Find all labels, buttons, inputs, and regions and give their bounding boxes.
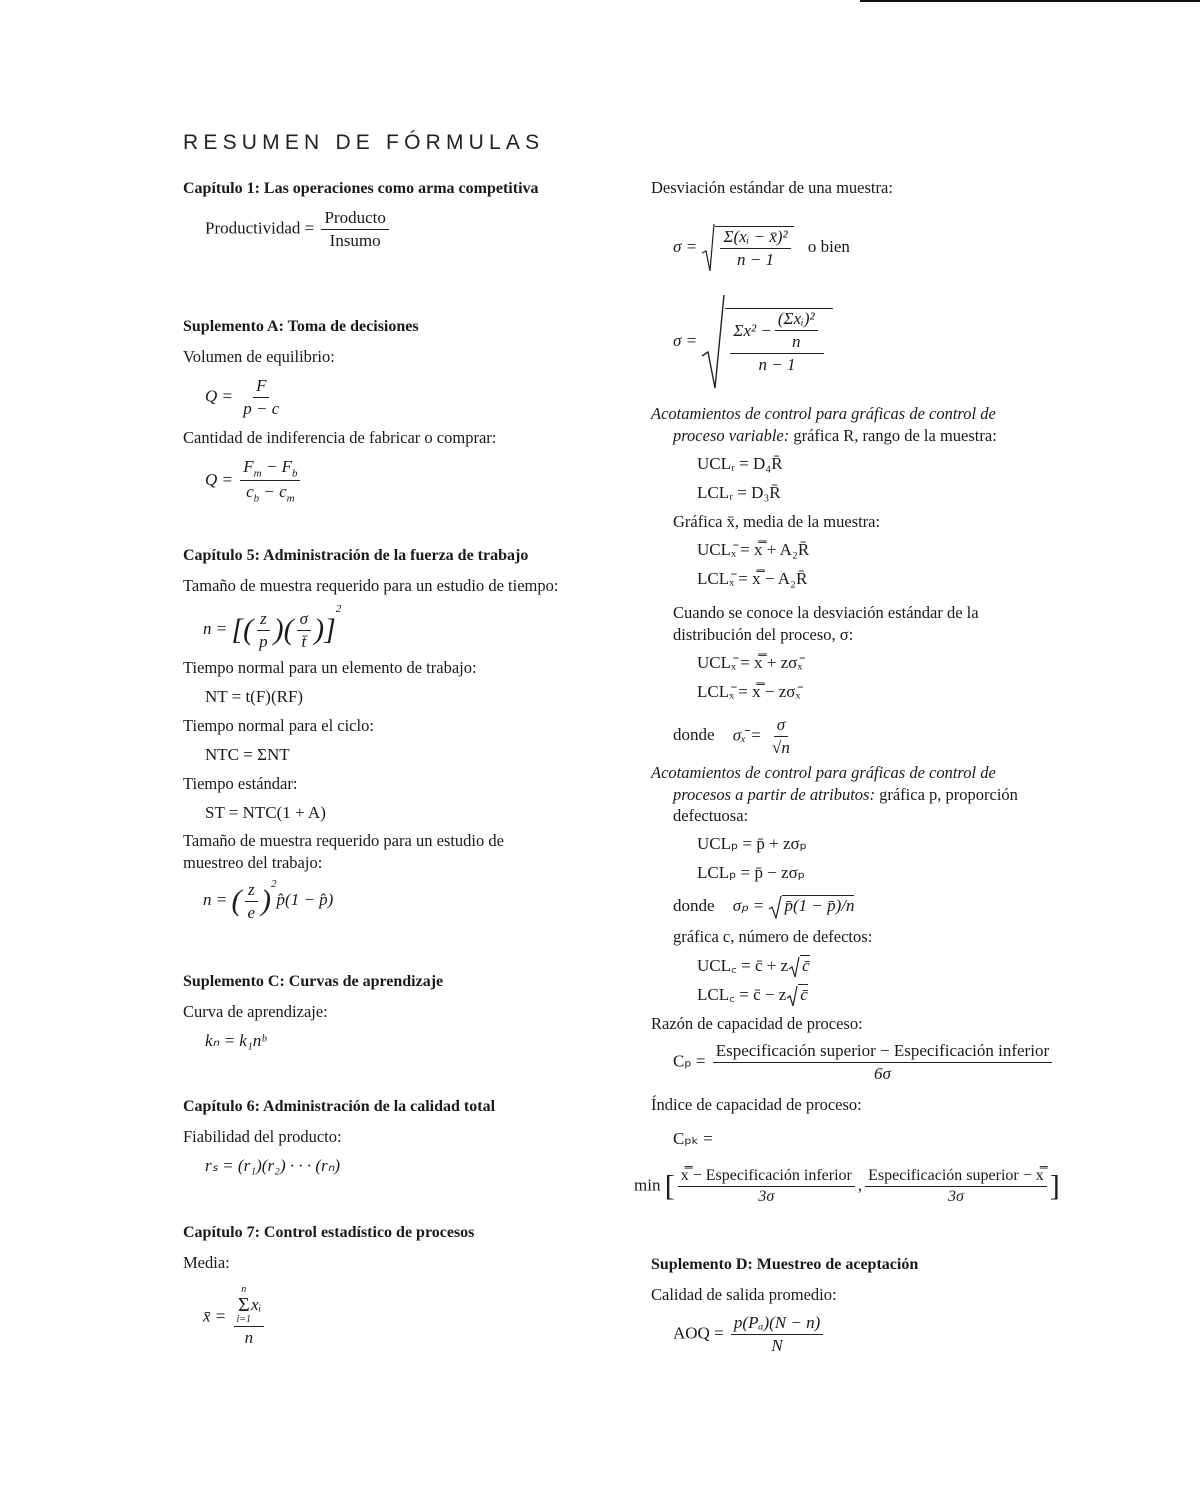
gc-label: gráfica c, número de defectos: bbox=[673, 927, 873, 946]
sd2-num bbox=[730, 309, 823, 354]
time-study-formula bbox=[203, 603, 341, 652]
ts-a-num: z bbox=[257, 609, 270, 631]
cpk-label: Índice de capacidad de proceso: bbox=[651, 1095, 862, 1114]
ws-den: e bbox=[247, 902, 256, 922]
ws-lhs: n = bbox=[203, 890, 228, 909]
sqrt-icon bbox=[701, 294, 725, 390]
ts-b-num: σ bbox=[297, 609, 311, 631]
sd1-den: n − 1 bbox=[737, 249, 774, 269]
ws-paren-close: ) bbox=[261, 884, 272, 918]
paren-close-2: ) bbox=[314, 613, 325, 647]
cap6-label-1: Fiabilidad del producto: bbox=[183, 1127, 342, 1146]
donde-2-word: donde bbox=[673, 896, 715, 915]
time-study-lhs: n = bbox=[203, 619, 228, 638]
ind-num-a: F bbox=[243, 457, 254, 476]
cpk-comma: , bbox=[857, 1175, 863, 1195]
acotR-line-a: Acotamientos de control para gráficas de control de bbox=[651, 404, 996, 423]
mean-num bbox=[234, 1285, 265, 1327]
lcl-c bbox=[697, 982, 808, 1007]
lcl-c-radicand: c̄ bbox=[800, 985, 808, 1004]
cpk-a-num: x̿ − Especificación inferior bbox=[678, 1167, 855, 1187]
sd-formula-2 bbox=[673, 294, 833, 390]
top-rule bbox=[860, 0, 1200, 2]
ucl-p: UCLₚ = p̄ + zσₚ bbox=[697, 834, 807, 853]
sd1-tail: o bien bbox=[807, 236, 850, 256]
ind-den-a: c bbox=[246, 482, 254, 502]
breakeven-num: F bbox=[253, 376, 269, 398]
aoq-lhs: AOQ = bbox=[673, 1323, 724, 1343]
aoq-den: N bbox=[771, 1336, 783, 1355]
acotR-rest: gráfica R, rango de la muestra: bbox=[789, 426, 997, 445]
sqrt-icon bbox=[788, 956, 800, 978]
ws-num: z bbox=[245, 880, 258, 902]
paren-open-1: ( bbox=[243, 613, 254, 647]
cap6-heading: Capítulo 6: Administración de la calidad total bbox=[183, 1098, 496, 1115]
sqrt-icon bbox=[701, 223, 715, 273]
ucl-c bbox=[697, 953, 810, 978]
ntc-formula: NTC = ΣNT bbox=[205, 745, 290, 764]
supC-label-1: Curva de aprendizaje: bbox=[183, 1002, 328, 1021]
work-sampling-formula bbox=[203, 878, 333, 923]
ts-exponent: 2 bbox=[335, 603, 342, 615]
acotP-italic: procesos a partir de atributos: bbox=[673, 785, 875, 804]
sd2-den: n − 1 bbox=[758, 355, 796, 374]
supD-heading: Suplemento D: Muestreo de aceptación bbox=[651, 1256, 919, 1273]
nt-formula: NT = t(F)(RF) bbox=[205, 687, 304, 706]
mean-variable: xᵢ bbox=[251, 1295, 262, 1314]
reliability-formula: rₛ = (r₁)(r₂) · · · (rₙ) bbox=[205, 1156, 341, 1175]
cpk-bracket-close: ] bbox=[1049, 1169, 1060, 1203]
cpk-b-den: 3σ bbox=[947, 1188, 964, 1205]
cap5-label-1: Tamaño de muestra requerido para un estudio de tiempo: bbox=[183, 576, 559, 595]
ind-num-b-sub: b bbox=[291, 467, 298, 480]
donde-1-word: donde bbox=[673, 725, 715, 745]
cp-formula bbox=[673, 1041, 1055, 1084]
ws-exponent: 2 bbox=[271, 878, 277, 890]
sd1-num: Σ(xᵢ − x̄)² bbox=[720, 227, 790, 249]
lcl-c-lhs: LCL꜀ = c̄ − z bbox=[697, 985, 787, 1004]
page-title: RESUMEN DE FÓRMULAS bbox=[183, 131, 545, 154]
min-word: min bbox=[634, 1175, 661, 1195]
cp-den: 6σ bbox=[873, 1064, 891, 1083]
ws-rhs: p̂(1 − p̂) bbox=[276, 890, 334, 909]
supC-heading: Suplemento C: Curvas de aprendizaje bbox=[183, 973, 444, 990]
cpk-a-den: 3σ bbox=[758, 1188, 775, 1205]
paren-close-1: ) bbox=[273, 613, 284, 647]
bracket-open: [ bbox=[231, 613, 244, 647]
ucl-r: UCLᵣ = D₄R̄ bbox=[697, 454, 783, 473]
productivity-den: Insumo bbox=[329, 231, 381, 250]
ts-a-den: p bbox=[259, 631, 268, 651]
acotP-line-a: Acotamientos de control para gráficas de control de bbox=[651, 763, 996, 782]
breakeven-formula bbox=[205, 376, 285, 419]
supA-label-2: Cantidad de indiferencia de fabricar o comprar: bbox=[183, 428, 497, 447]
cap-ratio-label: Razón de capacidad de proceso: bbox=[651, 1014, 863, 1033]
donde-1 bbox=[673, 715, 796, 758]
acotR-italic: proceso variable: bbox=[673, 426, 790, 445]
cap5-label-5a: Tamaño de muestra requerido para un estudio de bbox=[183, 831, 504, 850]
mean-den: n bbox=[244, 1328, 254, 1347]
acotR-line-b bbox=[673, 426, 997, 446]
lcl-p: LCLₚ = p̄ − zσₚ bbox=[697, 863, 806, 882]
bracket-close: ] bbox=[324, 613, 336, 647]
ucl-c-radicand: c̄ bbox=[802, 956, 810, 975]
ucl-x: UCLₓ̄ = x̿ + A₂R̄ bbox=[697, 540, 810, 559]
sd-label: Desviación estándar de una muestra: bbox=[651, 178, 893, 197]
breakeven-den: p − c bbox=[243, 399, 280, 418]
sqrt-icon bbox=[786, 985, 798, 1007]
breakeven-lhs: Q = bbox=[205, 386, 233, 406]
lcl-x: LCLₓ̄ = x̿ − A₂R̄ bbox=[697, 569, 808, 588]
known-sd-a: Cuando se conoce la desviación estándar de la bbox=[673, 603, 979, 622]
paren-open-2: ( bbox=[283, 613, 294, 647]
ws-paren-open: ( bbox=[231, 884, 242, 918]
ind-den-a-sub: b bbox=[253, 492, 260, 505]
mean-sum-bottom: i=1 bbox=[236, 1314, 252, 1325]
indifference-formula bbox=[205, 457, 303, 505]
productivity-label: Productividad = bbox=[205, 218, 315, 238]
indifference-den bbox=[243, 481, 298, 504]
cpk-bracket-open: [ bbox=[664, 1169, 675, 1203]
lcl-r: LCLᵣ = D₃R̄ bbox=[697, 483, 781, 502]
mean-formula bbox=[203, 1285, 267, 1348]
sd2-inner-den: n bbox=[791, 332, 801, 351]
cap7-label-1: Media: bbox=[183, 1253, 230, 1272]
cap5-heading: Capítulo 5: Administración de la fuerza de trabajo bbox=[183, 547, 529, 564]
donde-1-num: σ bbox=[774, 715, 788, 737]
lcl-x-2: LCLₓ̄ = x̿ − zσₓ̄ bbox=[697, 682, 801, 701]
cpk-b-num: Especificación superior − x̿ bbox=[865, 1167, 1047, 1187]
indifference-lhs: Q = bbox=[205, 469, 233, 489]
supA-label-1: Volumen de equilibrio: bbox=[183, 347, 335, 366]
cap5-label-5b: muestreo del trabajo: bbox=[183, 853, 323, 872]
indifference-num bbox=[240, 457, 300, 481]
cpk-formula bbox=[634, 1167, 1060, 1206]
cp-lhs: Cₚ = bbox=[673, 1051, 706, 1071]
known-sd-b: distribución del proceso, σ: bbox=[673, 625, 854, 644]
aoq-num: p(Pₐ)(N − n) bbox=[731, 1313, 823, 1335]
cap1-heading: Capítulo 1: Las operaciones como arma competitiva bbox=[183, 180, 539, 197]
sd2-inner-num: (Σxᵢ)² bbox=[775, 309, 818, 331]
gx-label: Gráfica x̄, media de la muestra: bbox=[673, 512, 881, 531]
acotP-line-c: defectuosa: bbox=[673, 806, 749, 825]
ind-num-b: − F bbox=[261, 457, 292, 476]
ind-den-b: − c bbox=[259, 482, 287, 502]
mean-lhs: x̄ = bbox=[203, 1306, 227, 1326]
donde-2-lhs: σₚ = bbox=[732, 896, 765, 915]
cpk-lhs: Cₚₖ = bbox=[673, 1129, 713, 1148]
aoq-formula bbox=[673, 1313, 826, 1356]
cap5-label-2: Tiempo normal para un elemento de trabajo: bbox=[183, 658, 477, 677]
sqrt-icon bbox=[768, 895, 782, 919]
supA-heading: Suplemento A: Toma de decisiones bbox=[183, 318, 419, 335]
learning-curve-formula: kₙ = k₁nᵇ bbox=[205, 1031, 266, 1050]
sd1-lhs: σ = bbox=[673, 236, 698, 256]
mean-sum-top: n bbox=[241, 1284, 247, 1295]
sd2-a: Σx² − bbox=[733, 320, 772, 340]
sd2-lhs: σ = bbox=[673, 330, 698, 350]
st-formula: ST = NTC(1 + A) bbox=[205, 803, 326, 822]
cap5-label-4: Tiempo estándar: bbox=[183, 774, 298, 793]
ind-num-a-sub: m bbox=[253, 467, 262, 480]
ucl-c-lhs: UCL꜀ = c̄ + z bbox=[697, 956, 789, 975]
cap7-heading: Capítulo 7: Control estadístico de procesos bbox=[183, 1224, 475, 1241]
sd-formula-1 bbox=[673, 223, 850, 273]
ts-b-den: t̄ bbox=[301, 631, 307, 651]
mean-sum-symbol: Σ bbox=[237, 1294, 250, 1316]
donde-2 bbox=[673, 895, 854, 919]
acotP-rest: gráfica p, proporción bbox=[874, 785, 1018, 804]
ucl-x-2: UCLₓ̄ = x̿ + zσₓ̄ bbox=[697, 653, 803, 672]
ind-den-b-sub: m bbox=[286, 492, 295, 505]
donde-1-lhs: σₓ̄ = bbox=[732, 725, 762, 745]
cp-num: Especificación superior − Especificación inferior bbox=[713, 1041, 1052, 1063]
acotP-line-b bbox=[673, 785, 1018, 805]
donde-1-den: √n bbox=[771, 738, 790, 757]
productivity-formula bbox=[205, 208, 392, 251]
donde-2-radicand: p̄(1 − p̄)/n bbox=[784, 896, 855, 915]
productivity-num: Producto bbox=[321, 208, 388, 230]
aoq-label: Calidad de salida promedio: bbox=[651, 1285, 837, 1304]
cap5-label-3: Tiempo normal para el ciclo: bbox=[183, 716, 374, 735]
